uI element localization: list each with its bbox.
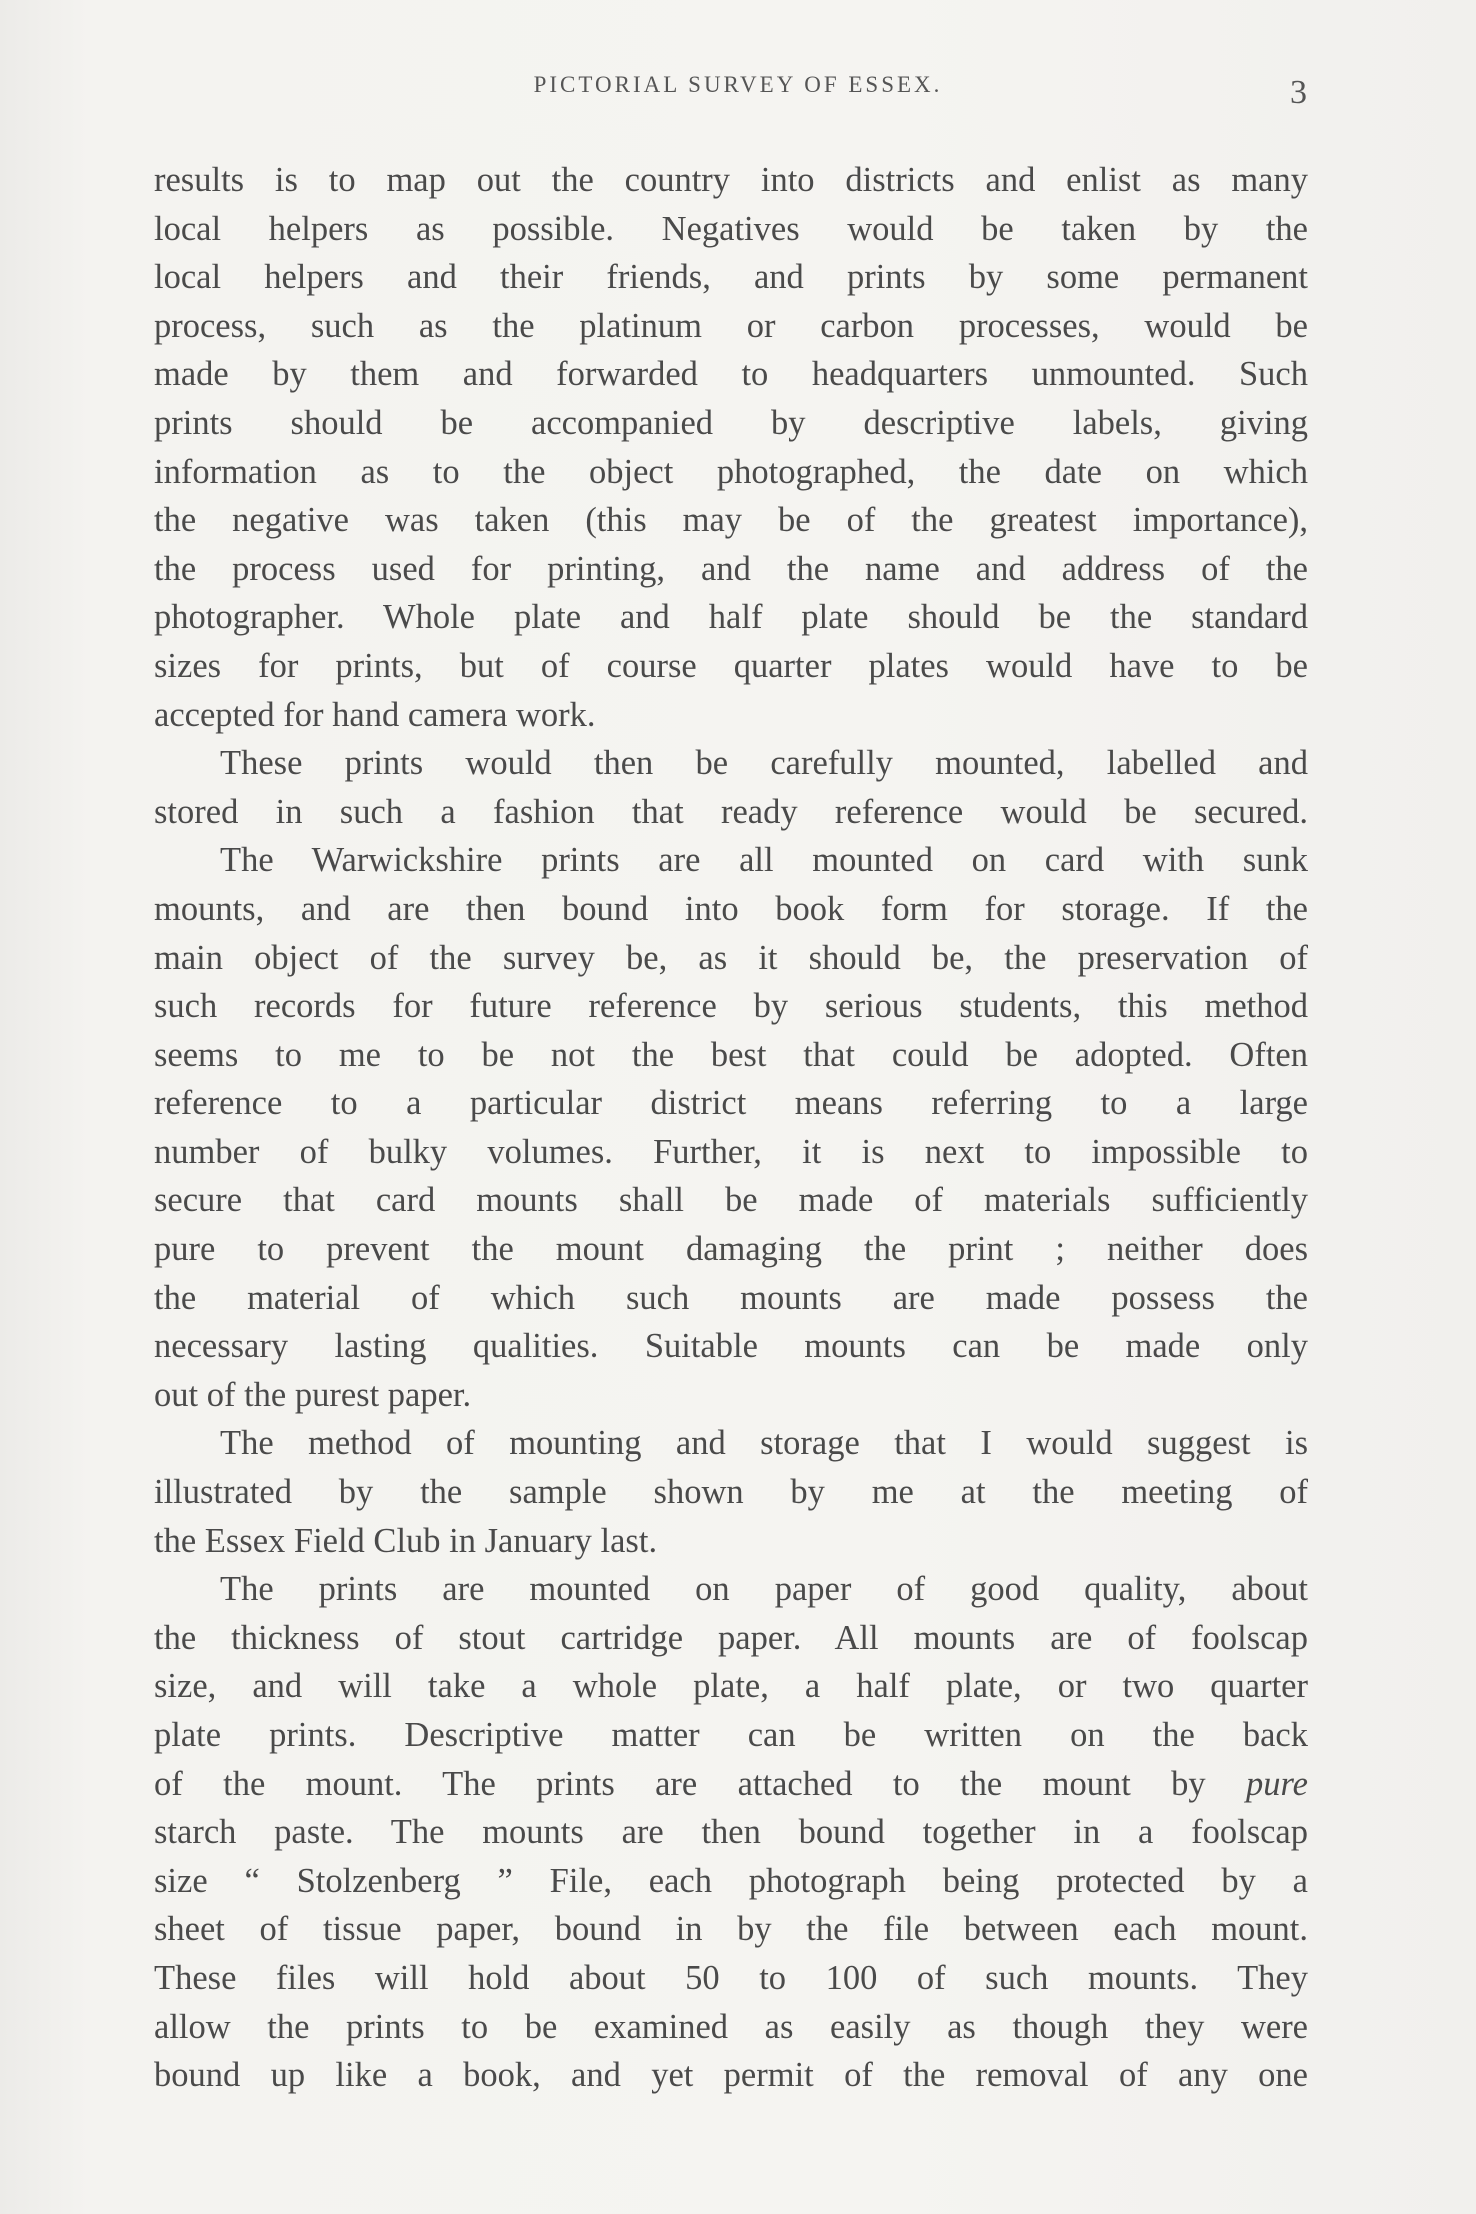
text-line: information as to the object photographed, the date on which (154, 452, 1308, 491)
text-line: local helpers as possible. Negatives would be taken by the (154, 209, 1308, 248)
text-line: The prints are mounted on paper of good quality, about (220, 1570, 1308, 1609)
text-line: reference to a particular district means referring to a large (154, 1084, 1308, 1123)
text-line: These files will hold about 50 to 100 of such mounts. They (154, 1958, 1308, 1997)
text-line: accepted for hand camera work. (154, 695, 596, 734)
page-number: 3 (1290, 74, 1307, 111)
text-line: main object of the survey be, as it should be, the preservation of (154, 938, 1308, 977)
text-line: pure to prevent the mount damaging the print ; neither does (154, 1230, 1308, 1269)
text-line: necessary lasting qualities. Suitable mounts can be made only (154, 1327, 1308, 1366)
text-line: sizes for prints, but of course quarter plates would have to be (154, 646, 1308, 685)
text-line (154, 1760, 1308, 1809)
text-line: stored in such a fashion that ready reference would be secured. (154, 792, 1308, 831)
text-line: the thickness of stout cartridge paper. All mounts are of foolscap (154, 1618, 1308, 1657)
text-line: sheet of tissue paper, bound in by the file between each mount. (154, 1910, 1308, 1949)
text-line: plate prints. Descriptive matter can be written on the back (154, 1716, 1308, 1754)
body-text (154, 156, 1308, 2100)
text-line: photographer. Whole plate and half plate should be the standard (154, 598, 1308, 637)
text-line: the process used for printing, and the name and address of the (154, 549, 1308, 588)
text-line: mounts, and are then bound into book form for storage. If the (154, 889, 1308, 928)
text-line: prints should be accompanied by descriptive labels, giving (154, 403, 1308, 442)
text-line: local helpers and their friends, and prints by some permanent (154, 258, 1308, 297)
text-line: process, such as the platinum or carbon processes, would be (154, 306, 1308, 345)
text-line: the material of which such mounts are made possess the (154, 1278, 1308, 1317)
text-line: the negative was taken (this may be of the greatest importance), (154, 501, 1308, 540)
text-line: seems to me to be not the best that could be adopted. Often (154, 1035, 1308, 1074)
text-line: The Warwickshire prints are all mounted on card with sunk (220, 841, 1308, 880)
text-line: starch paste. The mounts are then bound together in a foolscap (154, 1813, 1308, 1852)
text-line: size, and will take a whole plate, a half plate, or two quarter (154, 1667, 1308, 1706)
text-line: illustrated by the sample shown by me at the meeting of (154, 1473, 1308, 1512)
text-line: results is to map out the country into districts and enlist as many (154, 161, 1308, 199)
text-line: secure that card mounts shall be made of materials sufficiently (154, 1181, 1308, 1220)
text-line: allow the prints to be examined as easily as though they were (154, 2007, 1308, 2046)
text-line: These prints would then be carefully mounted, labelled and (220, 744, 1308, 783)
text-line: such records for future reference by serious students, this method (154, 987, 1308, 1026)
text-line: made by them and forwarded to headquarters unmounted. Such (154, 355, 1308, 394)
running-head: PICTORIAL SURVEY OF ESSEX. (533, 72, 943, 97)
text-line: out of the purest paper. (154, 1375, 472, 1414)
text-line: number of bulky volumes. Further, it is next to impossible to (154, 1132, 1308, 1171)
italic-word: pure (1246, 1764, 1308, 1803)
text-line: the Essex Field Club in January last. (154, 1521, 658, 1560)
text-line: size “ Stolzenberg ” File, each photograph being protected by a (154, 1861, 1308, 1900)
text-span: of the mount. The prints are attached to the mount by (154, 1764, 1206, 1803)
text-line: bound up like a book, and yet permit of the removal of any one (154, 2056, 1308, 2095)
text-line: The method of mounting and storage that I would suggest is (220, 1424, 1308, 1463)
